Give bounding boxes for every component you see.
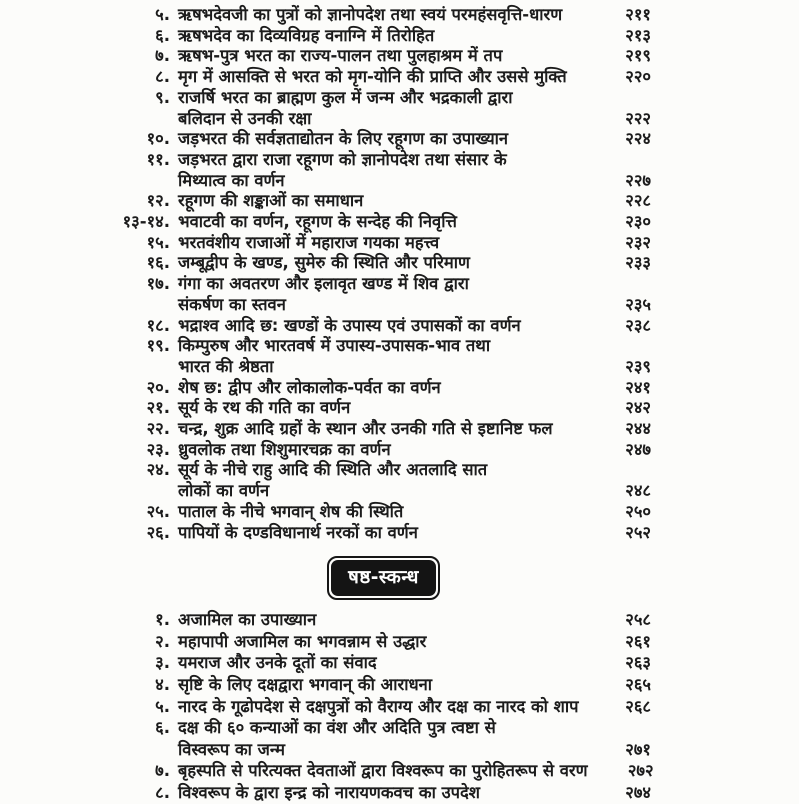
entry-title-line: गंगा का अवतरण और इलावृत खण्ड में शिव द्वारा bbox=[178, 274, 469, 294]
toc-entry bbox=[116, 67, 651, 88]
entry-page-number: २३८ bbox=[625, 315, 651, 335]
entry-page-number: २३२ bbox=[625, 232, 651, 252]
toc-entry bbox=[116, 760, 654, 782]
toc-section-skandha-5 bbox=[116, 5, 651, 543]
entry-title-line: यमराज और उनके दूतों का संवाद bbox=[178, 653, 377, 673]
entry-title-line: ऋषभदेवजी का पुत्रों को ज्ञानोपदेश तथा स्वयं परमहंसवृत्ति-धारण bbox=[178, 5, 563, 24]
entry-number: ७. bbox=[155, 46, 170, 66]
entry-number: १६. bbox=[146, 253, 170, 273]
entry-number: २०. bbox=[146, 377, 170, 397]
entry-title-line: सृष्टि के लिए दक्षद्वारा भगवान् की आराधना bbox=[178, 675, 433, 695]
entry-page-number: २४१ bbox=[625, 377, 651, 397]
entry-number: १५. bbox=[146, 232, 170, 252]
toc-entry bbox=[116, 26, 651, 47]
toc-entry bbox=[116, 253, 651, 274]
entry-title bbox=[178, 652, 585, 674]
entry-page-number: २६५ bbox=[625, 675, 651, 695]
entry-page-number: २६८ bbox=[625, 696, 651, 716]
entry-title-line: विश्वरूप के द्वारा इन्द्र को नारायणकवच का उपदेश bbox=[178, 783, 481, 803]
entry-number: १२. bbox=[146, 191, 170, 211]
entry-title bbox=[178, 253, 585, 274]
entry-title bbox=[178, 191, 585, 212]
entry-number: १०. bbox=[146, 129, 170, 149]
entry-title bbox=[178, 609, 585, 631]
entry-title bbox=[178, 696, 585, 718]
entry-title bbox=[178, 419, 585, 440]
entry-page-number: २२० bbox=[625, 67, 651, 87]
entry-page-number: २५२ bbox=[625, 522, 651, 542]
toc-entry bbox=[116, 150, 651, 191]
entry-page-number: २१३ bbox=[625, 25, 651, 45]
toc-entry bbox=[116, 233, 651, 254]
entry-title bbox=[178, 129, 585, 150]
entry-title-line: रहूगण की शङ्काओं का समाधान bbox=[178, 191, 364, 211]
toc-entry bbox=[116, 398, 651, 419]
entry-number: ५. bbox=[155, 5, 170, 24]
entry-number: २१. bbox=[146, 398, 170, 418]
entry-number: १९. bbox=[146, 336, 170, 356]
entry-page-number: २६१ bbox=[625, 631, 651, 651]
toc-entry bbox=[116, 717, 651, 760]
entry-page-number: २३३ bbox=[625, 253, 651, 273]
toc-entry bbox=[116, 440, 651, 461]
entry-title-line: जम्बूद्वीप के खण्ड, सुमेरु की स्थिति और परिमाण bbox=[178, 253, 470, 273]
entry-number: २४. bbox=[146, 460, 170, 480]
toc-entry bbox=[116, 316, 651, 337]
entry-title bbox=[178, 336, 585, 377]
entry-number: ८. bbox=[155, 67, 170, 87]
toc-entry bbox=[116, 674, 651, 696]
toc-entry bbox=[116, 191, 651, 212]
entry-title bbox=[178, 88, 585, 129]
entry-page-number: २७२ bbox=[627, 761, 654, 781]
entry-page-number: २१९ bbox=[625, 46, 651, 66]
toc-entry bbox=[116, 782, 651, 804]
entry-page-number: २३५ bbox=[625, 294, 651, 314]
entry-title-line: ऋषभदेव का दिव्यविग्रह वनाग्नि में तिरोहित bbox=[178, 25, 435, 45]
entry-title bbox=[178, 398, 585, 419]
entry-page-number: २४७ bbox=[625, 439, 651, 459]
entry-title-line: भरतवंशीय राजाओं में महाराज गयका महत्त्व bbox=[178, 232, 440, 252]
entry-number: ३. bbox=[155, 653, 170, 673]
entry-title bbox=[178, 274, 585, 315]
entry-page-number: २२८ bbox=[625, 191, 651, 211]
section-header-title: षष्ठ-स्कन्ध bbox=[331, 560, 436, 596]
entry-title-line: जड़भरत की सर्वज्ञताद्योतन के लिए रहूगण का उपाख्यान bbox=[178, 129, 509, 149]
entry-title bbox=[178, 46, 585, 67]
entry-title-line: भवाटवी का वर्णन, रहूगण के सन्देह की निवृत्ति bbox=[178, 212, 457, 232]
entry-page-number: २७१ bbox=[625, 739, 651, 759]
entry-page-number: २५८ bbox=[625, 610, 651, 630]
entry-number: ४. bbox=[155, 675, 170, 695]
entry-title-line: नारद के गूढोपदेश से दक्षपुत्रों को वैराग्य और दक्ष का नारद को शाप bbox=[178, 696, 579, 716]
entry-title-line: सूर्य के रथ की गति का वर्णन bbox=[178, 398, 351, 418]
entry-title-line: पाताल के नीचे भगवान् शेष की स्थिति bbox=[178, 501, 404, 521]
toc-section-skandha-6 bbox=[116, 609, 654, 803]
entry-title-line: सूर्य के नीचे राहु आदि की स्थिति और अतलादि सात bbox=[178, 460, 488, 480]
entry-title bbox=[178, 212, 585, 233]
entry-title bbox=[178, 460, 585, 501]
entry-number: २५. bbox=[146, 501, 170, 521]
entry-title bbox=[178, 67, 585, 88]
toc-entry bbox=[116, 609, 651, 631]
entry-title-line: मिथ्यात्व का वर्णन bbox=[178, 170, 285, 190]
entry-title-line: किम्पुरुष और भारतवर्ष में उपास्य-उपासक-भाव तथा bbox=[178, 336, 491, 356]
toc-entry bbox=[116, 696, 651, 718]
toc-entry bbox=[116, 378, 651, 399]
entry-title-line: लोकों का वर्णन bbox=[178, 481, 270, 501]
entry-number: ७. bbox=[155, 761, 170, 781]
section-header-box bbox=[327, 556, 440, 600]
entry-number: १८. bbox=[146, 315, 170, 335]
entry-title bbox=[178, 674, 585, 696]
entry-page-number: २३९ bbox=[625, 356, 651, 376]
entry-title-line: संकर्षण का स्तवन bbox=[178, 294, 286, 314]
entry-title-line: पापियों के दण्डविधानार्थ नरकों का वर्णन bbox=[178, 522, 418, 542]
toc-entry bbox=[116, 652, 651, 674]
entry-number: ९. bbox=[155, 87, 170, 107]
entry-title bbox=[178, 150, 585, 191]
entry-number: २६. bbox=[146, 522, 170, 542]
entry-number: ८. bbox=[155, 783, 170, 803]
entry-title bbox=[178, 378, 585, 399]
entry-number: २. bbox=[155, 631, 170, 651]
entry-page-number: २४८ bbox=[625, 481, 651, 501]
entry-title bbox=[178, 782, 585, 804]
toc-entry bbox=[116, 419, 651, 440]
entry-title-line: अजामिल का उपाख्यान bbox=[178, 610, 317, 630]
entry-title bbox=[178, 631, 585, 653]
entry-page-number: २६३ bbox=[625, 653, 651, 673]
entry-number: १. bbox=[155, 610, 170, 630]
entry-number: १७. bbox=[146, 274, 170, 294]
entry-number: २२. bbox=[146, 419, 170, 439]
entry-title-line: शेष छ: द्वीप और लोकालोक-पर्वत का वर्णन bbox=[178, 377, 441, 397]
entry-title-line: भद्राश्व आदि छ: खण्डों के उपास्य एवं उपासकों का वर्णन bbox=[178, 315, 521, 335]
entry-title bbox=[178, 523, 585, 544]
entry-title-line: बृहस्पति से परित्यक्त देवताओं द्वारा विश्वरूप का पुरोहितरूप से वरण bbox=[178, 761, 588, 781]
entry-page-number: २२७ bbox=[625, 170, 651, 190]
toc-entry bbox=[116, 5, 651, 26]
toc-entry bbox=[116, 336, 651, 377]
entry-title-line: जड़भरत द्वारा राजा रहूगण को ज्ञानोपदेश तथा संसार के bbox=[178, 149, 507, 169]
entry-title bbox=[178, 316, 585, 337]
entry-title bbox=[178, 5, 585, 26]
entry-title-line: ऋषभ-पुत्र भरत का राज्य-पालन तथा पुलहाश्रम में तप bbox=[178, 46, 503, 66]
entry-number: ११. bbox=[146, 149, 170, 169]
entry-title-line: बलिदान से उनकी रक्षा bbox=[178, 108, 312, 128]
entry-title-line: मृग में आसक्ति से भरत को मृग-योनि की प्राप्ति और उससे मुक्ति bbox=[178, 67, 567, 87]
entry-title bbox=[178, 26, 585, 47]
entry-title-line: दक्ष की ६० कन्याओं का वंश और अदिति पुत्र त्वष्टा से bbox=[178, 718, 496, 738]
entry-title bbox=[178, 440, 585, 461]
entry-page-number: २४२ bbox=[625, 398, 651, 418]
entry-page-number: २५० bbox=[625, 501, 651, 521]
toc-entry bbox=[116, 460, 651, 501]
toc-entry bbox=[116, 631, 651, 653]
entry-title-line: राजर्षि भरत का ब्राह्मण कुल में जन्म और भद्रकाली द्वारा bbox=[178, 87, 513, 107]
entry-number: ६. bbox=[155, 25, 170, 45]
entry-number: २३. bbox=[146, 439, 170, 459]
entry-page-number: २३० bbox=[625, 212, 651, 232]
toc-entry bbox=[116, 274, 651, 315]
entry-title bbox=[178, 717, 585, 760]
toc-entry bbox=[116, 129, 651, 150]
entry-page-number: २७४ bbox=[625, 783, 651, 803]
entry-title-line: चन्द्र, शुक्र आदि ग्रहों के स्थान और उनकी गति से इष्टानिष्ट फल bbox=[178, 419, 553, 439]
entry-page-number: २४४ bbox=[625, 419, 651, 439]
entry-title bbox=[178, 233, 585, 254]
entry-page-number: २११ bbox=[625, 5, 651, 24]
entry-number: ६. bbox=[155, 718, 170, 738]
entry-title-line: ध्रुवलोक तथा शिशुमारचक्र का वर्णन bbox=[178, 439, 391, 459]
entry-number: १३-१४. bbox=[122, 212, 170, 232]
toc-entry bbox=[116, 502, 651, 523]
entry-page-number: २२२ bbox=[625, 108, 651, 128]
entry-title bbox=[178, 502, 585, 523]
toc-entry bbox=[116, 523, 651, 544]
toc-entry bbox=[116, 212, 651, 233]
entry-title-line: महापापी अजामिल का भगवन्नाम से उद्धार bbox=[178, 631, 427, 651]
entry-number: ५. bbox=[155, 696, 170, 716]
toc-entry bbox=[116, 88, 651, 129]
entry-title bbox=[178, 760, 588, 782]
entry-page-number: २२४ bbox=[625, 129, 651, 149]
entry-title-line: विस्वरूप का जन्म bbox=[178, 739, 286, 759]
entry-title-line: भारत की श्रेष्ठता bbox=[178, 356, 274, 376]
toc-entry bbox=[116, 46, 651, 67]
